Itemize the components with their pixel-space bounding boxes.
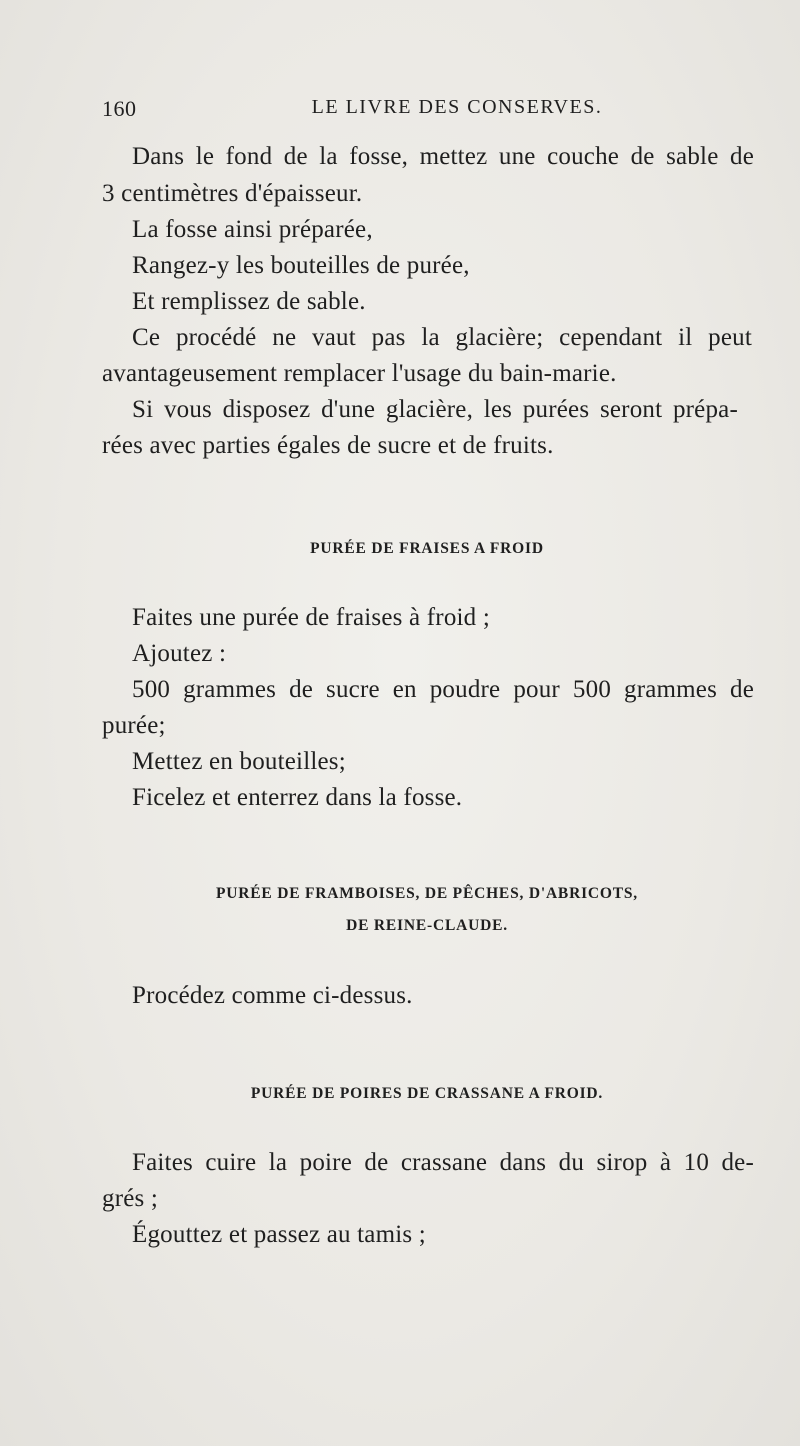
running-title: LE LIVRE DES CONSERVES.: [311, 96, 603, 118]
section-heading-fraises: PURÉE DE FRAISES A FROID: [310, 540, 544, 557]
text-line: La fosse ainsi préparée,: [132, 216, 373, 243]
text-line: Ficelez et enterrez dans la fosse.: [132, 784, 463, 811]
text-line: Mettez en bouteilles;: [132, 748, 346, 775]
text-line: purée;: [102, 712, 166, 739]
text-line: Faites une purée de fraises à froid ;: [132, 604, 490, 631]
text-line: Égouttez et passez au tamis ;: [132, 1221, 426, 1248]
text-line: Et remplissez de sable.: [132, 288, 366, 315]
section-heading-framboises-line1: PURÉE DE FRAMBOISES, DE PÊCHES, D'ABRICOTS,: [216, 885, 638, 902]
text-line: Procédez comme ci-dessus.: [132, 982, 413, 1009]
text-line: Si vous disposez d'une glacière, les purées seront prépa-: [132, 396, 738, 423]
text-line: Rangez-y les bouteilles de purée,: [132, 252, 470, 279]
section-heading-framboises-line2: DE REINE-CLAUDE.: [346, 917, 508, 934]
text-line: rées avec parties égales de sucre et de fruits.: [102, 432, 554, 459]
text-line: Faites cuire la poire de crassane dans du sirop à 10 de-: [132, 1149, 754, 1176]
section-heading-poires: PURÉE DE POIRES DE CRASSANE A FROID.: [250, 1085, 604, 1102]
text-line: Dans le fond de la fosse, mettez une couche de sable de: [132, 143, 754, 170]
page-header: [102, 96, 754, 124]
page-number: 160: [102, 96, 137, 121]
text-line: 500 grammes de sucre en poudre pour 500 grammes de: [132, 676, 754, 703]
text-line: 3 centimètres d'épaisseur.: [102, 180, 363, 207]
text-line: avantageusement remplacer l'usage du bain-marie.: [102, 360, 617, 387]
text-line: Ce procédé ne vaut pas la glacière; cependant il peut: [132, 324, 752, 351]
text-line: Ajoutez :: [132, 640, 227, 667]
text-line: grés ;: [102, 1185, 159, 1212]
